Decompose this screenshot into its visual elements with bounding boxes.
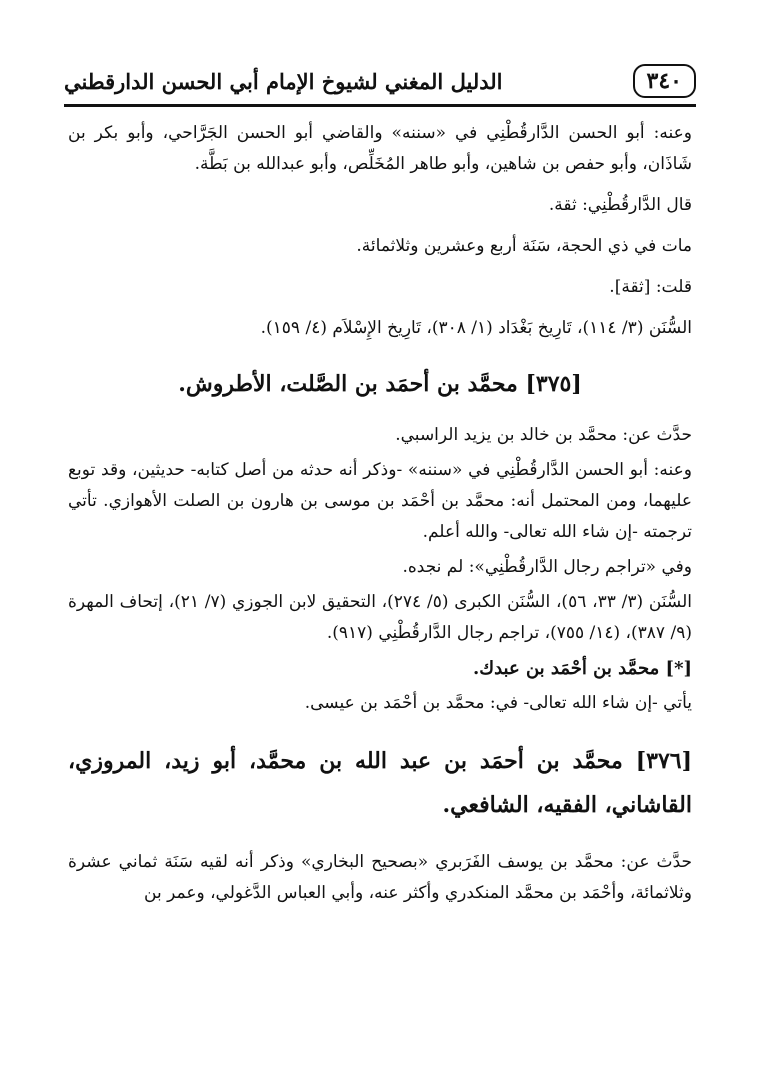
paragraph-narrators: وعنه: أبو الحسن الدَّارقُطْنِي في «سننه» والقاضي أبو الحسن الجَرَّاحي، وأبو بكر بن شَاذَان، وأبو حفص بن شاهين، وأبو طاهر المُخَلِّص، وأبو عبدالله بن بَطَّة. xyxy=(68,123,692,174)
page-body xyxy=(68,118,692,919)
paragraph-author-verdict: قلت: [ثقة]. xyxy=(609,277,692,297)
entry-title-376: [٣٧٦] محمَّد بن أحمَد بن عبد الله بن محمَّد، أبو زيد، المروزي، القاشاني، الفقيه، الشافعي. xyxy=(68,748,692,818)
page-number: ٣٤٠ xyxy=(633,64,696,98)
page-header xyxy=(64,58,696,107)
paragraph-cross-reference: يأتي -إن شاء الله تعالى- في: محمَّد بن أحْمَد بن عيسى. xyxy=(304,693,692,713)
paragraph-narrated-from: حدَّث عن: محمَّد بن خالد بن يزيد الراسبي. xyxy=(395,425,692,445)
references-375: السُّنَن (٣/ ٣٣، ٥٦)، السُّنَن الكبرى (٥/ ٢٧٤)، التحقيق لابن الجوزي (٧/ ٢١)، إتحاف المهرة (٩/ ٣٨٧)، (١٤/ ٧٥٥)، تراجم رجال الدَّارقُطْنِي (٩١٧). xyxy=(68,592,692,643)
sub-entry-title: [*] محمَّد بن أحْمَد بن عبدك. xyxy=(472,658,692,679)
running-title: الدليل المغني لشيوخ الإمام أبي الحسن الدارقطني xyxy=(64,68,503,94)
entry-title-375: [٣٧٥] محمَّد بن أحمَد بن الصَّلت، الأطروش. xyxy=(178,371,582,397)
paragraph-narrated-from-376: حدَّث عن: محمَّد بن يوسف الفَرَبري «بصحيح البخاري» وذكر أنه لقيه سَنَة ثماني عشرة وثلاثمائة، وأحْمَد بن محمَّد المنكدري وأكثر عنه، وأبي العباس الدَّغولي، وعمر بن xyxy=(68,852,692,903)
paragraph-daraqutni-verdict: قال الدَّارقُطْنِي: ثقة. xyxy=(548,195,692,215)
references: السُّنَن (٣/ ١١٤)، تَارِيخ بَغْدَاد (١/ ٣٠٨)، تَارِيخ الإِسْلاَم (٤/ ١٥٩). xyxy=(260,318,692,338)
paragraph-tarajim: وفي «تراجم رجال الدَّارقُطْنِي»: لم نجده. xyxy=(402,557,692,577)
paragraph-narrators-375: وعنه: أبو الحسن الدَّارقُطْنِي في «سننه» -وذكر أنه حدثه من أصل كتابه- حديثين، وقد توبع عليهما، ومن المحتمل أنه: محمَّد بن أحْمَد بن موسى بن هارون بن الصلت الأهوازي. تأتي ترجمته -إن شاء الله تعالى- والله أعلم. xyxy=(68,460,692,542)
paragraph-death: مات في ذي الحجة، سَنَة أربع وعشرين وثلاثمائة. xyxy=(356,236,692,256)
